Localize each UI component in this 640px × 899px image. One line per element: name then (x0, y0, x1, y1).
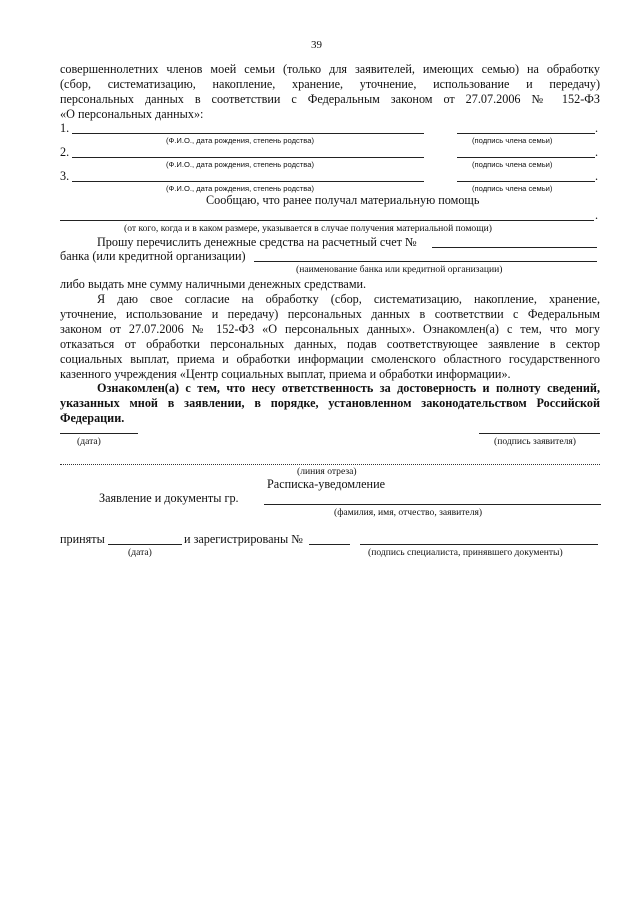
intro-line-1: совершеннолетних членов моей семьи (только для заявителей, имеющих семью) на обработку (60, 62, 600, 76)
intro-line-2: (сбор, систематизацию, накопление, хранение, уточнение, использование и передачу) (60, 77, 600, 91)
family-name-caption: (Ф.И.О., дата рождения, степень родства) (166, 160, 314, 169)
registration-number-field[interactable] (309, 544, 350, 545)
consent-line-1: Я даю свое согласие на обработку (сбор, систематизацию, накопление, хранение, (97, 292, 600, 306)
family-row-number: 2. (60, 145, 70, 159)
receipt-title: Расписка-уведомление (267, 477, 386, 491)
account-line-3: либо выдать мне сумму наличными денежных средствами. (60, 277, 367, 291)
receipt-docs-label: Заявление и документы гр. (99, 491, 239, 505)
account-number-field[interactable] (432, 247, 597, 248)
accepted-date-field[interactable] (108, 544, 182, 545)
family-name-field[interactable] (72, 181, 424, 182)
family-name-field[interactable] (72, 157, 424, 158)
family-signature-caption: (подпись члена семьи) (472, 136, 553, 145)
responsibility-line-2: указанных мной в заявлении, в порядке, установленном законодательством Российской (60, 396, 600, 410)
responsibility-line-1: Ознакомлен(а) с тем, что несу ответственность за достоверность и полноту сведений, (97, 381, 600, 395)
family-signature-caption: (подпись члена семьи) (472, 184, 553, 193)
applicant-signature-field[interactable] (479, 433, 600, 434)
intro-line-3: персональных данных в соответствии с Федеральным законом от 27.07.2006 № 152-ФЗ (60, 92, 600, 106)
specialist-signature-field[interactable] (360, 544, 598, 545)
consent-line-3: законом от 27.07.2006 № 152-ФЗ «О персональных данных». Ознакомлен(а) с тем, что могу (60, 322, 600, 336)
accepted-date-caption: (дата) (128, 547, 152, 558)
date-field[interactable] (60, 433, 138, 434)
accepted-label: приняты (60, 532, 105, 546)
family-name-caption: (Ф.И.О., дата рождения, степень родства) (166, 136, 314, 145)
family-signature-field[interactable] (457, 133, 595, 134)
aid-field[interactable] (60, 220, 594, 221)
aid-heading: Сообщаю, что ранее получал материальную помощь (206, 193, 480, 207)
date-caption: (дата) (77, 436, 101, 447)
intro-line-4: «О персональных данных»: (60, 107, 204, 121)
cut-line (60, 464, 600, 465)
applicant-name-field[interactable] (264, 504, 601, 505)
responsibility-line-3: Федерации. (60, 411, 125, 425)
page-number: 39 (311, 39, 322, 51)
account-line-1: Прошу перечислить денежные средства на расчетный счет № (97, 235, 417, 249)
family-signature-field[interactable] (457, 157, 595, 158)
bank-name-field[interactable] (254, 261, 597, 262)
applicant-signature-caption: (подпись заявителя) (494, 436, 577, 447)
aid-caption: (от кого, когда и в каком размере, указывается в случае получения материальной помощи) (124, 223, 492, 234)
consent-line-6: казенного учреждения «Центр социальных выплат, приема и обработки информации». (60, 367, 511, 381)
family-row-number: 3. (60, 169, 70, 183)
registered-label: и зарегистрированы № (184, 532, 303, 546)
account-line-2: банка (или кредитной организации) (60, 249, 246, 263)
family-row-number: 1. (60, 121, 70, 135)
aid-end-mark: . (595, 208, 599, 222)
consent-line-5: социальных выплат, приема и обработки информации смоленского областного государственного (60, 352, 600, 366)
row-end-mark: . (595, 145, 599, 159)
family-signature-caption: (подпись члена семьи) (472, 160, 553, 169)
family-name-caption: (Ф.И.О., дата рождения, степень родства) (166, 184, 314, 193)
bank-caption: (наименование банка или кредитной организации) (296, 264, 503, 275)
consent-line-4: отказаться от обработки персональных данных, подав соответствующее заявление в сектор (60, 337, 600, 351)
cut-line-caption: (линия отреза) (297, 466, 357, 477)
consent-line-2: уточнение, использование и передачу) персональных данных в соответствии с Федеральным (60, 307, 600, 321)
row-end-mark: . (595, 169, 599, 183)
specialist-signature-caption: (подпись специалиста, принявшего документы) (368, 547, 563, 558)
row-end-mark: . (595, 121, 599, 135)
family-name-field[interactable] (72, 133, 424, 134)
applicant-name-caption: (фамилия, имя, отчество, заявителя) (334, 507, 483, 518)
family-signature-field[interactable] (457, 181, 595, 182)
